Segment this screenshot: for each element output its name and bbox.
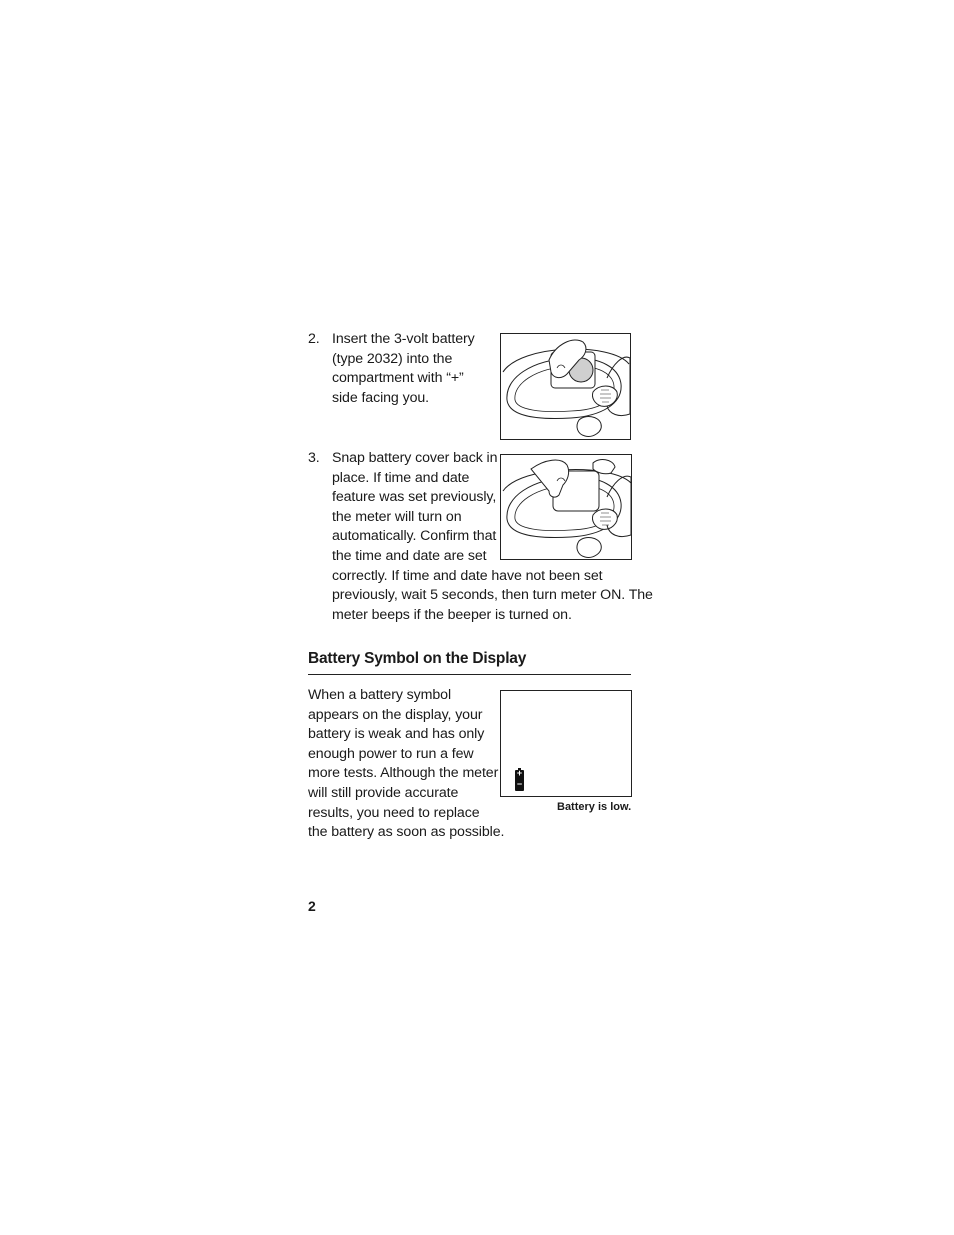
text-line: Snap battery cover back in: [332, 450, 498, 466]
text-line: the meter will turn on: [332, 508, 462, 525]
figure-caption: Battery is low.: [557, 801, 632, 813]
text-line: the battery as soon as possible.: [308, 824, 505, 841]
text-line: automatically. Confirm that: [332, 528, 497, 545]
text-line: previously, wait 5 seconds, then turn meter ON. The: [332, 587, 653, 604]
text-line: When a battery symbol: [308, 687, 451, 703]
page-number: 2: [308, 898, 316, 914]
text-line: feature was set previously,: [332, 489, 497, 506]
text-line: place. If time and date: [332, 469, 470, 486]
text-line: compartment with “+”: [332, 370, 464, 387]
step-text: [332, 330, 475, 408]
text-line: meter beeps if the beeper is turned on.: [332, 606, 572, 623]
battery-minus-icon: −: [516, 779, 523, 789]
text-line: the time and date are set: [332, 547, 487, 564]
section-heading: Battery Symbol on the Display: [308, 650, 631, 675]
text-line: side facing you.: [332, 389, 429, 406]
step-number: 3.: [308, 450, 320, 466]
section-body: [308, 686, 504, 843]
text-line: will still provide accurate: [308, 784, 459, 801]
battery-plus-icon: +: [516, 768, 523, 778]
battery-cover-illustration: [500, 454, 632, 560]
meter-display-figure: [500, 690, 632, 797]
low-battery-icon: [515, 768, 524, 792]
text-line: appears on the display, your: [308, 706, 483, 723]
text-line: correctly. If time and date have not been set: [332, 567, 603, 584]
text-line: results, you need to replace: [308, 804, 480, 821]
text-line: more tests. Although the meter: [308, 765, 499, 782]
text-line: (type 2032) into the: [332, 350, 453, 367]
text-line: Insert the 3-volt battery: [332, 331, 475, 347]
text-line: enough power to run a few: [308, 745, 474, 762]
battery-insert-illustration: [500, 333, 631, 440]
text-line: battery is weak and has only: [308, 726, 485, 743]
step-number: 2.: [308, 331, 320, 347]
